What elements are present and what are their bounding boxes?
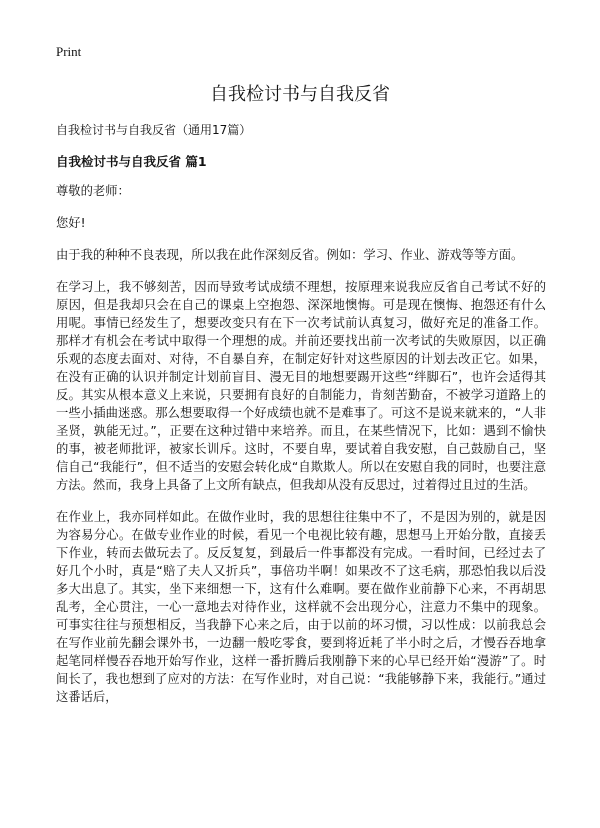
paragraph-intro: 由于我的种种不良表现，所以我在此作深刻反省。例如：学习、作业、游戏等等方面。: [56, 248, 524, 262]
print-link[interactable]: Print: [56, 44, 82, 59]
document-subtitle: 自我检讨书与自我反省（通用17篇）: [56, 123, 252, 137]
document-title: 自我检讨书与自我反省: [210, 84, 390, 105]
salutation: 尊敬的老师：: [56, 184, 130, 198]
greeting: 您好!: [56, 216, 86, 230]
section-heading: 自我检讨书与自我反省 篇1: [56, 154, 207, 169]
paragraph-homework: 在作业上，我亦同样如此。在做作业时，我的思想往往集中不了，不是因为别的，就是因为容易分心。在做专业作业的时候，看见一个电视比较有趣，思想马上开始分散，直接丢下作业，转而去做玩去了。反反复复，到最后一件事都没有完成。一看时间，已经过去了好几个小时，真是“赔了夫人又折兵”，事倍功半啊！如果改不了这毛病，那恐怕我以后没多大出息了。其实，坐下来细想一下，这有什么难啊。要在做作业前静下心来，不再胡思乱考，全心贯注，一心一意地去对待作业，这样就不会出现分心，注意力不集中的现象。可事实往往与预想相反，当我静下心来之后，由于以前的坏习惯，习以性成：以前我总会在写作业前先翻会课外书，一边翻一般吃零食，要到将近耗了半小时之后，才慢吞吞地拿起笔同样慢吞吞地开始写作业，这样一番折腾后我刚静下来的心早已经开始“漫游”了。时间长了，我也想到了应对的方法：在写作业时，对自己说：“我能够静下来，我能行。”通过这番话后，: [56, 510, 546, 704]
document-body: [56, 182, 546, 720]
paragraph-study: 在学习上，我不够刻苦，因而导致考试成绩不理想，按原理来说我应反省自己考试不好的原因，但是我却只会在自己的课桌上空抱怨、深深地懊悔。可是现在懊悔、抱怨还有什么用呢。事情已经发生了，想要改变只有在下一次考试前认真复习，做好充足的准备工作。那样才有机会在考试中取得一个理想的成。并前还要找出前一次考试的失败原因，以正确乐观的态度去面对、对待，不自暴自弃，在制定好针对这些原因的计划去改正它。如果，在没有正确的认识并制定计划前盲目、漫无目的地想要踢开这些“绊脚石”，也许会适得其反。其实从根本意义上来说，只要拥有良好的自制能力，肯刻苦勤奋，不被学习道路上的一些小插曲迷惑。那么想要取得一个好成绩也就不是难事了。可这不是说来就来的，“人非圣贤，孰能无过。”，正要在这种过错中来培养。而且，在某些情况下，比如：遇到不愉快的事，被老师批评，被家长训斥。这时，不要自卑，要试着自我安慰，自己鼓励自己，坚信自己“我能行”，但不适当的安慰会转化成“自欺欺人。所以在安慰自我的同时，也要注意方法。然而，我身上具备了上文所有缺点，但我却从没有反思过，过着得过且过的生活。: [56, 280, 546, 492]
